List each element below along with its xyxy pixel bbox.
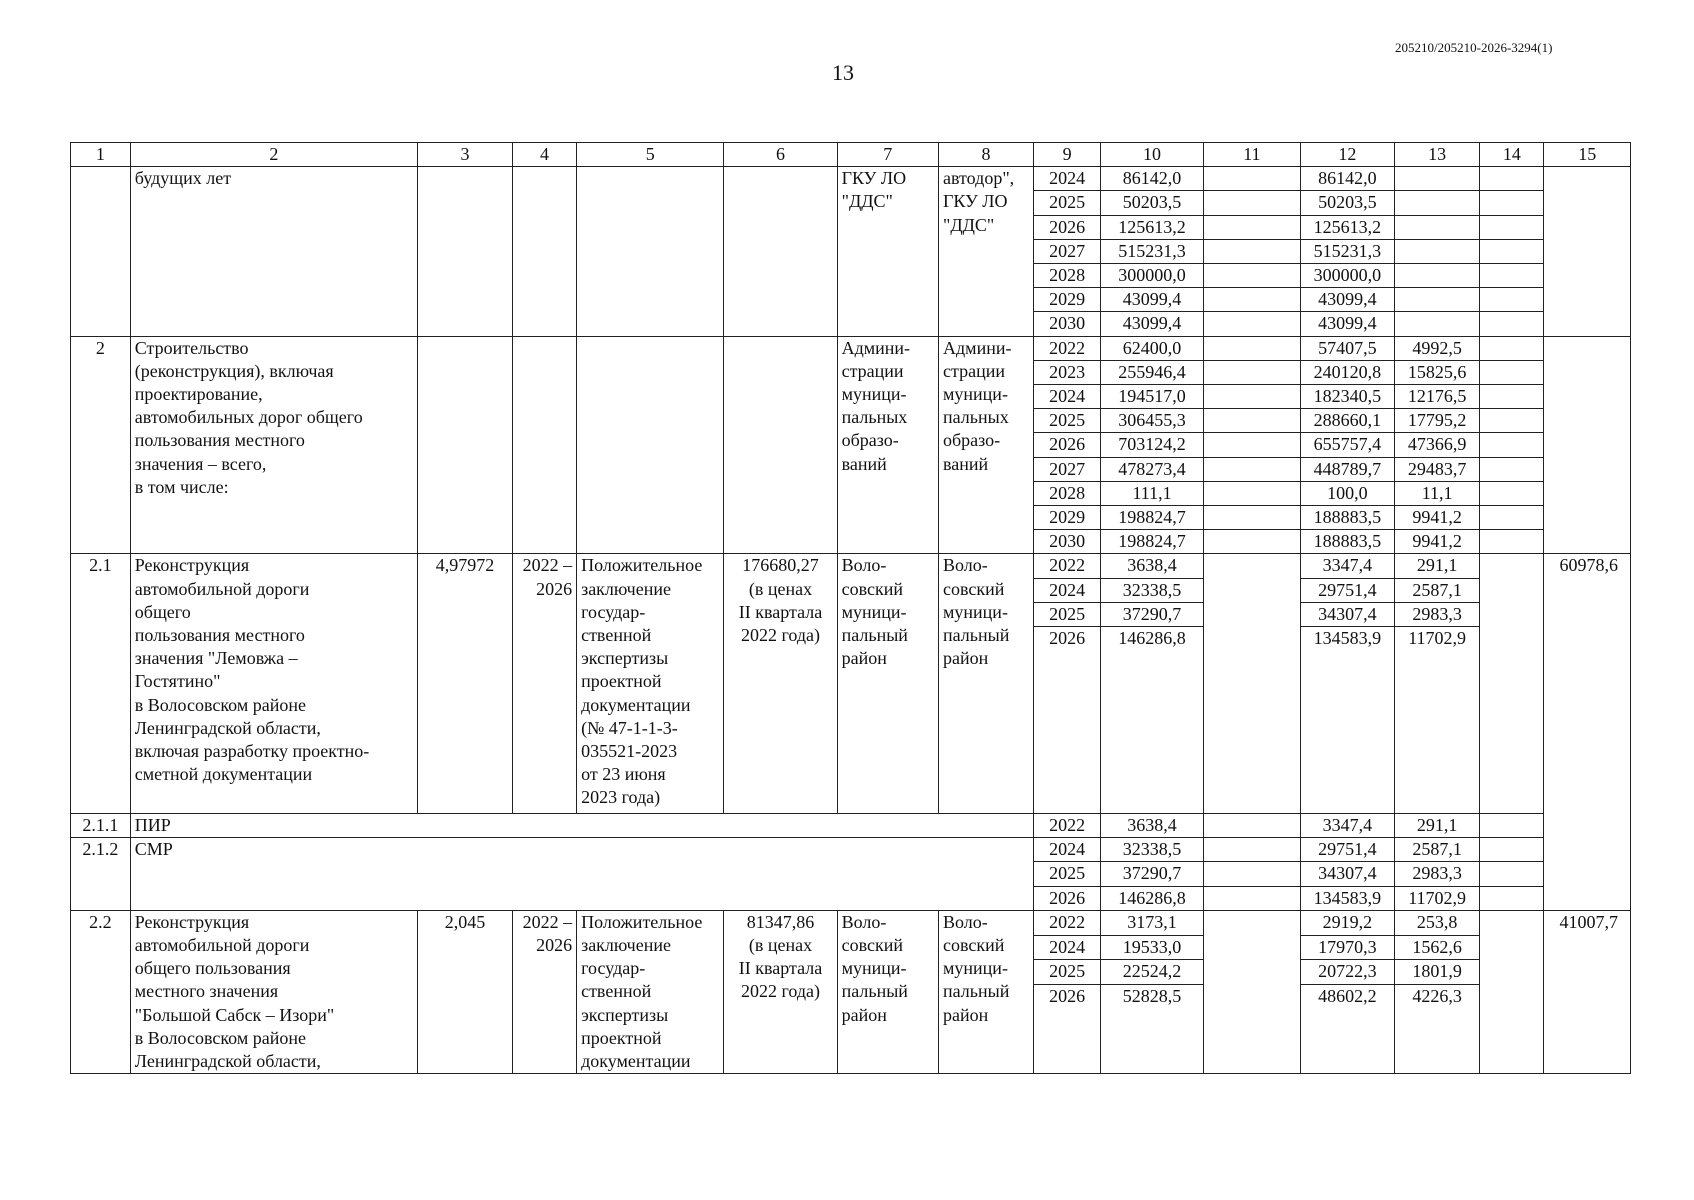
year-cell: 2025 bbox=[1034, 191, 1101, 215]
program-table bbox=[70, 142, 1631, 1074]
local-budget-cell: 11702,9 bbox=[1394, 886, 1479, 910]
regional-budget-cell: 43099,4 bbox=[1300, 312, 1394, 336]
row-number: 2.1.1 bbox=[71, 814, 131, 838]
year-cell: 2028 bbox=[1034, 264, 1101, 288]
empty-cell bbox=[1203, 433, 1300, 457]
empty-cell bbox=[1480, 288, 1544, 312]
total-cell: 32338,5 bbox=[1101, 578, 1204, 602]
regional-budget-cell: 240120,8 bbox=[1300, 360, 1394, 384]
stage-name: СМР bbox=[130, 838, 1033, 911]
total-cell: 111,1 bbox=[1101, 481, 1204, 505]
total-cell: 3173,1 bbox=[1101, 910, 1204, 935]
empty-cell bbox=[1480, 457, 1544, 481]
empty-cell bbox=[1203, 554, 1300, 814]
total-cell: 43099,4 bbox=[1101, 288, 1204, 312]
empty-cell bbox=[1480, 167, 1544, 191]
column-number: 5 bbox=[577, 143, 724, 167]
year-cell: 2029 bbox=[1034, 288, 1101, 312]
document-id: 205210/205210-2026-3294(1) bbox=[1395, 40, 1553, 55]
column-number: 2 bbox=[130, 143, 417, 167]
empty-cell bbox=[1480, 191, 1544, 215]
column-number: 3 bbox=[418, 143, 513, 167]
total-cell: 255946,4 bbox=[1101, 360, 1204, 384]
total-cell: 3638,4 bbox=[1101, 554, 1204, 578]
item-name: Реконструкция автомобильной дороги общего пользования местного значения "Лемовжа – Гостятино" в Волосовском районе Ленинградской области, включая разработку проектно- сметной документации bbox=[130, 554, 417, 814]
local-budget-cell: 291,1 bbox=[1394, 554, 1479, 578]
column-number: 15 bbox=[1544, 143, 1631, 167]
local-budget-cell bbox=[1394, 215, 1479, 239]
total-cell: 19533,0 bbox=[1101, 935, 1204, 960]
regional-budget-cell: 50203,5 bbox=[1300, 191, 1394, 215]
regional-budget-cell: 34307,4 bbox=[1300, 602, 1394, 626]
empty-cell bbox=[1203, 385, 1300, 409]
year-cell: 2022 bbox=[1034, 554, 1101, 578]
regional-budget-cell: 182340,5 bbox=[1300, 385, 1394, 409]
year-cell: 2024 bbox=[1034, 167, 1101, 191]
total-cell: 43099,4 bbox=[1101, 312, 1204, 336]
year-cell: 2026 bbox=[1034, 215, 1101, 239]
stage-name: ПИР bbox=[130, 814, 1033, 838]
year-cell: 2024 bbox=[1034, 935, 1101, 960]
empty-cell bbox=[1544, 336, 1631, 554]
regional-budget-cell: 2919,2 bbox=[1300, 910, 1394, 935]
year-cell: 2022 bbox=[1034, 336, 1101, 360]
local-budget-cell: 2587,1 bbox=[1394, 578, 1479, 602]
row-number: 2 bbox=[71, 336, 131, 554]
regional-budget-cell: 134583,9 bbox=[1300, 627, 1394, 814]
local-budget-cell: 4226,3 bbox=[1394, 985, 1479, 1074]
total-cell: 146286,8 bbox=[1101, 627, 1204, 814]
empty-cell bbox=[1480, 910, 1544, 1073]
table-row bbox=[71, 167, 1631, 191]
column-number: 7 bbox=[837, 143, 938, 167]
total-cell: 125613,2 bbox=[1101, 215, 1204, 239]
empty-cell bbox=[418, 167, 513, 336]
local-budget-cell: 9941,2 bbox=[1394, 506, 1479, 530]
year-cell: 2024 bbox=[1034, 578, 1101, 602]
empty-cell bbox=[418, 336, 513, 554]
empty-cell bbox=[513, 336, 577, 554]
total-cell: 198824,7 bbox=[1101, 530, 1204, 554]
empty-cell bbox=[1203, 530, 1300, 554]
regional-budget-cell: 43099,4 bbox=[1300, 288, 1394, 312]
empty-cell bbox=[724, 336, 837, 554]
empty-cell bbox=[1480, 433, 1544, 457]
total-cell: 478273,4 bbox=[1101, 457, 1204, 481]
road-length: 4,97972 bbox=[418, 554, 513, 814]
regional-budget-cell: 125613,2 bbox=[1300, 215, 1394, 239]
table-row bbox=[71, 910, 1631, 935]
column-number: 6 bbox=[724, 143, 837, 167]
regional-budget-cell: 515231,3 bbox=[1300, 239, 1394, 263]
local-budget-cell: 9941,2 bbox=[1394, 530, 1479, 554]
local-budget-cell bbox=[1394, 191, 1479, 215]
local-budget-cell: 17795,2 bbox=[1394, 409, 1479, 433]
local-budget-cell: 2983,3 bbox=[1394, 602, 1479, 626]
item-name: Реконструкция автомобильной дороги общего пользования местного значения "Большой Сабск – Изори" в Волосовском районе Ленинградской области, bbox=[130, 910, 417, 1073]
year-cell: 2023 bbox=[1034, 360, 1101, 384]
empty-cell bbox=[1203, 215, 1300, 239]
empty-cell bbox=[1544, 167, 1631, 336]
customer: Воло- совский муници- пальный район bbox=[837, 910, 938, 1073]
empty-cell bbox=[1203, 409, 1300, 433]
regional-budget-cell: 134583,9 bbox=[1300, 886, 1394, 910]
column-number: 13 bbox=[1394, 143, 1479, 167]
empty-cell bbox=[1203, 814, 1300, 838]
year-cell: 2024 bbox=[1034, 385, 1101, 409]
column-number-row bbox=[71, 143, 1631, 167]
empty-cell bbox=[1480, 814, 1544, 838]
column-number: 12 bbox=[1300, 143, 1394, 167]
empty-cell bbox=[1203, 457, 1300, 481]
total-cell: 146286,8 bbox=[1101, 886, 1204, 910]
executor: Воло- совский муници- пальный район bbox=[939, 910, 1034, 1073]
regional-budget-cell: 188883,5 bbox=[1300, 530, 1394, 554]
local-budget-cell: 291,1 bbox=[1394, 814, 1479, 838]
empty-cell bbox=[1480, 360, 1544, 384]
total-cell: 86142,0 bbox=[1101, 167, 1204, 191]
total-cell: 703124,2 bbox=[1101, 433, 1204, 457]
local-budget-cell: 29483,7 bbox=[1394, 457, 1479, 481]
regional-budget-cell: 3347,4 bbox=[1300, 814, 1394, 838]
road-length: 2,045 bbox=[418, 910, 513, 1073]
empty-cell bbox=[1203, 886, 1300, 910]
regional-budget-cell: 288660,1 bbox=[1300, 409, 1394, 433]
item-name: будущих лет bbox=[130, 167, 417, 336]
total-cell: 198824,7 bbox=[1101, 506, 1204, 530]
regional-budget-cell: 17970,3 bbox=[1300, 935, 1394, 960]
local-budget-cell: 11702,9 bbox=[1394, 627, 1479, 814]
expertise-info: Положительное заключение государ- ственной экспертизы проектной документации (№ 47-1-1-3- 035521-2023 от 23 июня 2023 года) bbox=[577, 554, 724, 814]
customer: Воло- совский муници- пальный район bbox=[837, 554, 938, 814]
column-number: 9 bbox=[1034, 143, 1101, 167]
item-name: Строительство (реконструкция), включая проектирование, автомобильных дорог общего пользования местного значения – всего, в том числе: bbox=[130, 336, 417, 554]
empty-cell bbox=[1480, 215, 1544, 239]
empty-cell bbox=[1480, 554, 1544, 814]
regional-budget-cell: 29751,4 bbox=[1300, 578, 1394, 602]
row-number: 2.1.2 bbox=[71, 838, 131, 911]
empty-cell bbox=[1203, 191, 1300, 215]
total-cell: 32338,5 bbox=[1101, 838, 1204, 862]
empty-cell bbox=[1203, 336, 1300, 360]
empty-cell bbox=[1203, 167, 1300, 191]
local-budget-cell: 47366,9 bbox=[1394, 433, 1479, 457]
column-number: 4 bbox=[513, 143, 577, 167]
year-cell: 2026 bbox=[1034, 886, 1101, 910]
period: 2022 – 2026 bbox=[513, 554, 577, 814]
year-cell: 2030 bbox=[1034, 530, 1101, 554]
empty-cell bbox=[1480, 481, 1544, 505]
period: 2022 – 2026 bbox=[513, 910, 577, 1073]
column-number: 11 bbox=[1203, 143, 1300, 167]
empty-cell bbox=[1203, 506, 1300, 530]
total-cell: 22524,2 bbox=[1101, 960, 1204, 985]
executor: Админи- страции муници- пальных образо- ваний bbox=[939, 336, 1034, 554]
local-budget-cell: 11,1 bbox=[1394, 481, 1479, 505]
page-number: 13 bbox=[832, 60, 854, 85]
balance-value: 60978,6 bbox=[1544, 554, 1631, 910]
empty-cell bbox=[1203, 239, 1300, 263]
column-number: 10 bbox=[1101, 143, 1204, 167]
empty-cell bbox=[1480, 506, 1544, 530]
empty-cell bbox=[1480, 385, 1544, 409]
row-number: 2.2 bbox=[71, 910, 131, 1073]
executor: автодор", ГКУ ЛО "ДДС" bbox=[939, 167, 1034, 336]
regional-budget-cell: 300000,0 bbox=[1300, 264, 1394, 288]
total-cell: 62400,0 bbox=[1101, 336, 1204, 360]
empty-cell bbox=[1203, 288, 1300, 312]
total-cell: 515231,3 bbox=[1101, 239, 1204, 263]
local-budget-cell bbox=[1394, 264, 1479, 288]
total-cell: 194517,0 bbox=[1101, 385, 1204, 409]
regional-budget-cell: 48602,2 bbox=[1300, 985, 1394, 1074]
empty-cell bbox=[1480, 264, 1544, 288]
local-budget-cell: 1562,6 bbox=[1394, 935, 1479, 960]
customer: Админи- страции муници- пальных образо- ваний bbox=[837, 336, 938, 554]
year-cell: 2025 bbox=[1034, 960, 1101, 985]
year-cell: 2026 bbox=[1034, 985, 1101, 1074]
table-row bbox=[71, 814, 1631, 838]
total-cell: 300000,0 bbox=[1101, 264, 1204, 288]
regional-budget-cell: 57407,5 bbox=[1300, 336, 1394, 360]
local-budget-cell: 15825,6 bbox=[1394, 360, 1479, 384]
empty-cell bbox=[1480, 336, 1544, 360]
year-cell: 2025 bbox=[1034, 602, 1101, 626]
regional-budget-cell: 20722,3 bbox=[1300, 960, 1394, 985]
year-cell: 2025 bbox=[1034, 862, 1101, 886]
regional-budget-cell: 188883,5 bbox=[1300, 506, 1394, 530]
local-budget-cell: 2983,3 bbox=[1394, 862, 1479, 886]
regional-budget-cell: 655757,4 bbox=[1300, 433, 1394, 457]
year-cell: 2026 bbox=[1034, 433, 1101, 457]
year-cell: 2022 bbox=[1034, 814, 1101, 838]
table-row bbox=[71, 554, 1631, 578]
empty-cell bbox=[1480, 838, 1544, 862]
empty-cell bbox=[1203, 264, 1300, 288]
year-cell: 2030 bbox=[1034, 312, 1101, 336]
row-number: 2.1 bbox=[71, 554, 131, 814]
empty-cell bbox=[1203, 481, 1300, 505]
total-cell: 52828,5 bbox=[1101, 985, 1204, 1074]
customer: ГКУ ЛО "ДДС" bbox=[837, 167, 938, 336]
total-cell: 306455,3 bbox=[1101, 409, 1204, 433]
column-number: 1 bbox=[71, 143, 131, 167]
table-row bbox=[71, 336, 1631, 360]
regional-budget-cell: 29751,4 bbox=[1300, 838, 1394, 862]
total-cell: 37290,7 bbox=[1101, 602, 1204, 626]
empty-cell bbox=[577, 336, 724, 554]
local-budget-cell: 4992,5 bbox=[1394, 336, 1479, 360]
empty-cell bbox=[513, 167, 577, 336]
local-budget-cell bbox=[1394, 239, 1479, 263]
empty-cell bbox=[1480, 886, 1544, 910]
year-cell: 2022 bbox=[1034, 910, 1101, 935]
total-cell: 37290,7 bbox=[1101, 862, 1204, 886]
empty-cell bbox=[1480, 409, 1544, 433]
expertise-info: Положительное заключение государ- ственной экспертизы проектной документации bbox=[577, 910, 724, 1073]
empty-cell bbox=[1480, 239, 1544, 263]
empty-cell bbox=[1203, 312, 1300, 336]
local-budget-cell: 1801,9 bbox=[1394, 960, 1479, 985]
year-cell: 2025 bbox=[1034, 409, 1101, 433]
total-cell: 50203,5 bbox=[1101, 191, 1204, 215]
regional-budget-cell: 100,0 bbox=[1300, 481, 1394, 505]
row-number bbox=[71, 167, 131, 336]
year-cell: 2029 bbox=[1034, 506, 1101, 530]
regional-budget-cell: 86142,0 bbox=[1300, 167, 1394, 191]
balance-value: 41007,7 bbox=[1544, 910, 1631, 1073]
regional-budget-cell: 3347,4 bbox=[1300, 554, 1394, 578]
local-budget-cell: 253,8 bbox=[1394, 910, 1479, 935]
empty-cell bbox=[1480, 530, 1544, 554]
regional-budget-cell: 448789,7 bbox=[1300, 457, 1394, 481]
table-row bbox=[71, 838, 1631, 862]
local-budget-cell: 12176,5 bbox=[1394, 385, 1479, 409]
year-cell: 2027 bbox=[1034, 239, 1101, 263]
column-number: 14 bbox=[1480, 143, 1544, 167]
estimated-cost: 176680,27 (в ценах II квартала 2022 года) bbox=[724, 554, 837, 814]
executor: Воло- совский муници- пальный район bbox=[939, 554, 1034, 814]
column-number: 8 bbox=[939, 143, 1034, 167]
empty-cell bbox=[1203, 360, 1300, 384]
local-budget-cell bbox=[1394, 288, 1479, 312]
local-budget-cell: 2587,1 bbox=[1394, 838, 1479, 862]
estimated-cost: 81347,86 (в ценах II квартала 2022 года) bbox=[724, 910, 837, 1073]
year-cell: 2028 bbox=[1034, 481, 1101, 505]
year-cell: 2026 bbox=[1034, 627, 1101, 814]
empty-cell bbox=[1480, 862, 1544, 886]
empty-cell bbox=[1203, 910, 1300, 1073]
empty-cell bbox=[577, 167, 724, 336]
local-budget-cell bbox=[1394, 312, 1479, 336]
empty-cell bbox=[1203, 862, 1300, 886]
empty-cell bbox=[1480, 312, 1544, 336]
regional-budget-cell: 34307,4 bbox=[1300, 862, 1394, 886]
local-budget-cell bbox=[1394, 167, 1479, 191]
total-cell: 3638,4 bbox=[1101, 814, 1204, 838]
year-cell: 2027 bbox=[1034, 457, 1101, 481]
year-cell: 2024 bbox=[1034, 838, 1101, 862]
empty-cell bbox=[724, 167, 837, 336]
empty-cell bbox=[1203, 838, 1300, 862]
